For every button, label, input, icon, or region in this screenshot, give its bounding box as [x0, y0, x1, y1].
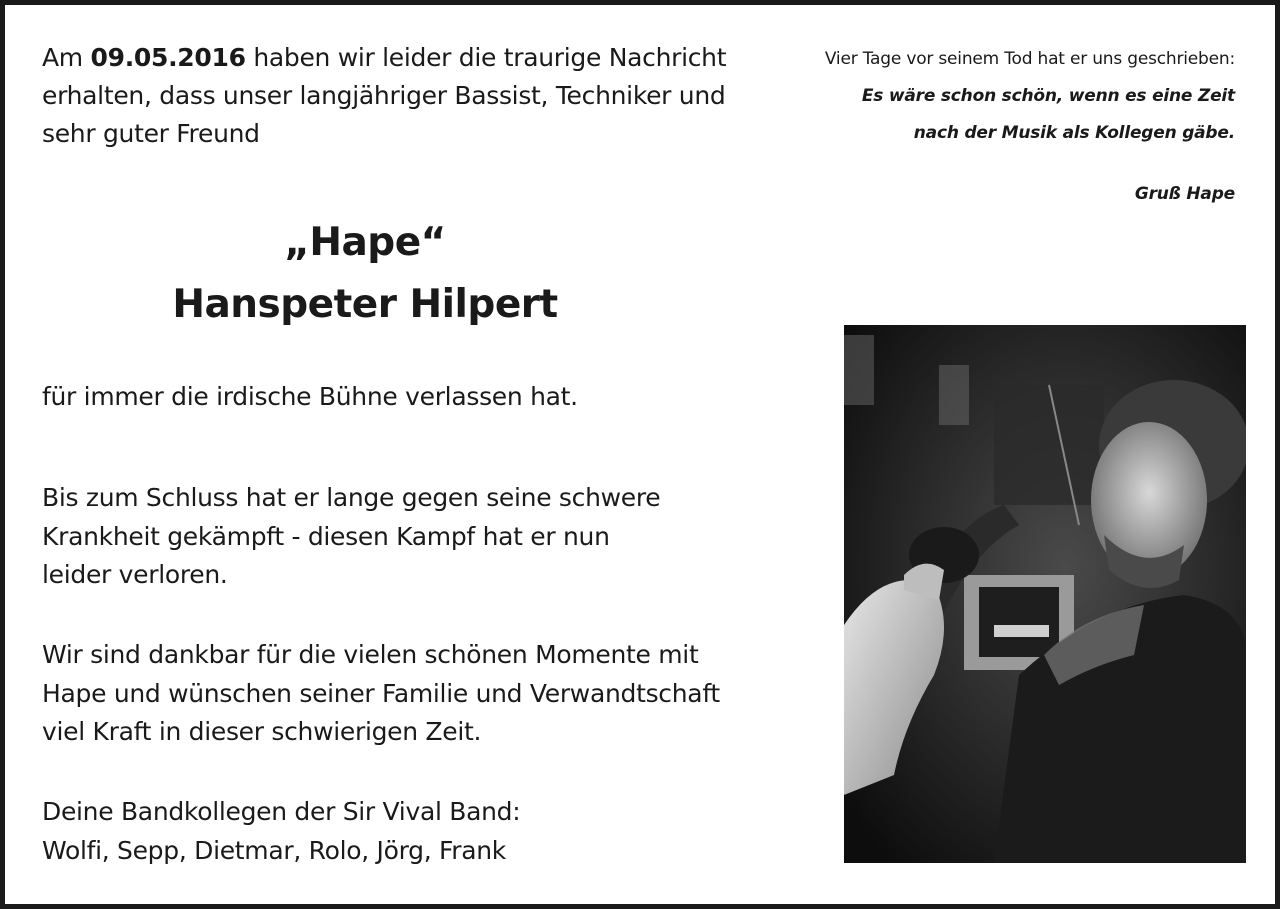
text-line: Deine Bandkollegen der Sir Vival Band: [42, 797, 521, 826]
deceased-name-block [5, 212, 725, 336]
intro-line-1 [42, 39, 772, 77]
intro-line-3: sehr guter Freund [42, 119, 260, 148]
quote-intro: Vier Tage vor seinem Tod hat er uns geschrieben: [824, 49, 1235, 69]
intro-date: 09.05.2016 [90, 43, 246, 72]
band-members: Wolfi, Sepp, Dietmar, Rolo, Jörg, Frank [42, 835, 506, 865]
nickname: „Hape“ [284, 220, 446, 265]
full-name: Hanspeter Hilpert [172, 282, 558, 327]
quote-line-1: Es wäre schon schön, wenn es eine Zeit [861, 86, 1235, 106]
text-line: Bis zum Schluss hat er lange gegen seine schwere [42, 483, 661, 512]
text-line: Krankheit gekämpft - diesen Kampf hat er nun [42, 521, 610, 551]
intro-line-2: erhalten, dass unser langjähriger Bassist, Techniker und [42, 81, 726, 110]
paragraph-signatories [42, 793, 802, 870]
text-line: Hape und wünschen seiner Familie und Verwandtschaft [42, 678, 720, 708]
quote-signature: Gruß Hape [1134, 184, 1235, 204]
quote-line-2: nach der Musik als Kollegen gäbe. [913, 123, 1235, 143]
intro-prefix: Am [42, 43, 91, 72]
intro-text [42, 39, 772, 153]
intro-line-1-rest: haben wir leider die traurige Nachricht [245, 43, 727, 72]
text-line: leider verloren. [42, 560, 228, 589]
paragraph-illness [42, 479, 802, 595]
text-line: viel Kraft in dieser schwierigen Zeit. [42, 717, 482, 746]
photo-illustration [844, 325, 1246, 863]
text-line: für immer die irdische Bühne verlassen hat. [42, 382, 578, 411]
paragraph-gratitude [42, 636, 802, 752]
portrait-photo [844, 325, 1246, 863]
paragraph-departure [42, 378, 802, 417]
quote-block [755, 41, 1235, 213]
text-line: Wir sind dankbar für die vielen schönen Momente mit [42, 640, 699, 669]
